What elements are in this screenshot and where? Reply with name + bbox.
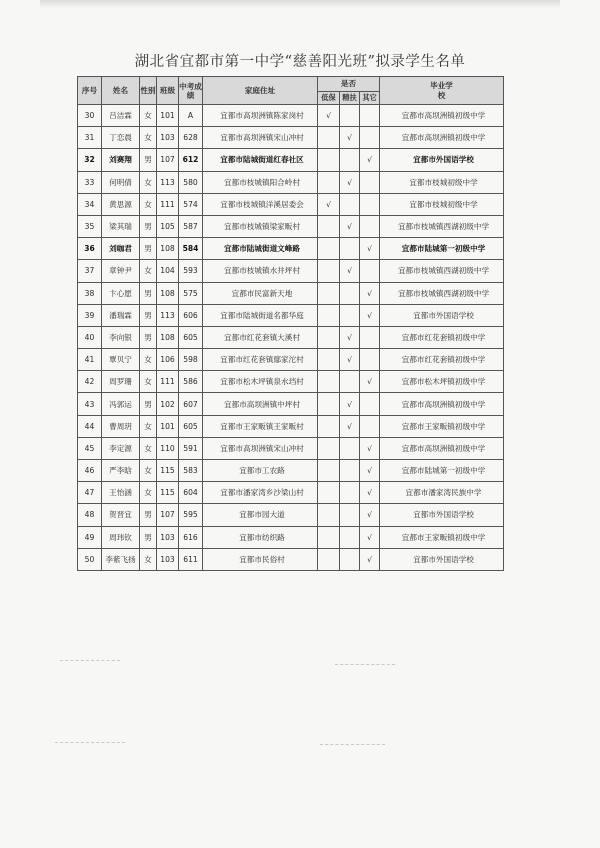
cell-class: 101 [157,105,179,127]
cell-dibao-check [318,127,340,149]
cell-class: 107 [157,504,179,526]
cell-name: 丁恋晨 [102,127,140,149]
cell-address: 宜都市民富新天地 [203,282,318,304]
cell-school: 宜都市外国语学校 [380,304,504,326]
cell-other-check: √ [360,504,380,526]
table-header [78,77,504,105]
cell-dibao-check [318,304,340,326]
table-row [78,127,504,149]
cell-class: 108 [157,326,179,348]
scan-artifact-line [60,660,120,661]
cell-address: 宜都市王家畈镇王家畈村 [203,415,318,437]
cell-score: A [179,105,203,127]
cell-jingfu-check [340,526,360,548]
cell-jingfu-check [340,504,360,526]
cell-score: 574 [179,193,203,215]
table-row [78,504,504,526]
cell-address: 宜都市松木坪镇泉水垱村 [203,371,318,393]
cell-address: 宜都市枝城镇梁家畈村 [203,215,318,237]
cell-seq: 50 [78,548,102,570]
header-name: 姓名 [102,77,140,105]
cell-gender: 男 [140,238,157,260]
cell-class: 110 [157,437,179,459]
cell-other-check: √ [360,371,380,393]
cell-seq: 36 [78,238,102,260]
table-row [78,215,504,237]
cell-class: 113 [157,304,179,326]
cell-other-check: √ [360,460,380,482]
cell-other-check: √ [360,282,380,304]
cell-class: 115 [157,482,179,504]
cell-dibao-check [318,415,340,437]
cell-gender: 女 [140,371,157,393]
cell-address: 宜都市高坝洲镇宋山冲村 [203,437,318,459]
cell-school: 宜都市枝城镇西湖初级中学 [380,260,504,282]
cell-class: 111 [157,371,179,393]
cell-jingfu-check [340,437,360,459]
cell-score: 591 [179,437,203,459]
cell-score: 616 [179,526,203,548]
cell-gender: 女 [140,127,157,149]
cell-name: 吕洁霖 [102,105,140,127]
cell-jingfu-check [340,238,360,260]
cell-name: 李定源 [102,437,140,459]
cell-seq: 41 [78,349,102,371]
cell-gender: 男 [140,393,157,415]
cell-dibao-check [318,548,340,570]
cell-school: 宜都市高坝洲镇初级中学 [380,437,504,459]
cell-seq: 38 [78,282,102,304]
cell-dibao-check [318,238,340,260]
cell-dibao-check: √ [318,193,340,215]
cell-school: 宜都市陆城第一初级中学 [380,460,504,482]
cell-name: 卞心愿 [102,282,140,304]
cell-jingfu-check: √ [340,260,360,282]
cell-score: 584 [179,238,203,260]
header-school-text: 毕业学校 [430,80,453,100]
cell-address: 宜都市潘家湾乡沙梁山村 [203,482,318,504]
cell-dibao-check [318,282,340,304]
cell-seq: 35 [78,215,102,237]
cell-address: 宜都市枝城镇洋溪居委会 [203,193,318,215]
cell-class: 111 [157,193,179,215]
cell-name: 曹周玥 [102,415,140,437]
cell-gender: 男 [140,149,157,171]
cell-name: 梁其瑞 [102,215,140,237]
cell-class: 103 [157,526,179,548]
cell-address: 宜都市枝城镇水井坪村 [203,260,318,282]
table-row [78,149,504,171]
cell-school: 宜都市高坝洲镇初级中学 [380,393,504,415]
cell-name: 黄思源 [102,193,140,215]
cell-gender: 男 [140,304,157,326]
cell-score: 611 [179,548,203,570]
cell-class: 104 [157,260,179,282]
header-score-text: 中考成绩 [179,81,202,100]
cell-name: 王怡涵 [102,482,140,504]
table-row [78,171,504,193]
cell-other-check [360,415,380,437]
cell-score: 607 [179,393,203,415]
cell-dibao-check [318,215,340,237]
cell-class: 108 [157,238,179,260]
cell-school: 宜都市陆城第一初级中学 [380,238,504,260]
cell-other-check: √ [360,149,380,171]
cell-seq: 39 [78,304,102,326]
cell-dibao-check [318,171,340,193]
cell-class: 105 [157,215,179,237]
cell-class: 113 [157,171,179,193]
cell-other-check [360,193,380,215]
scan-artifact-line [335,664,395,665]
cell-score: 575 [179,282,203,304]
table-row [78,548,504,570]
cell-score: 606 [179,304,203,326]
cell-gender: 女 [140,260,157,282]
cell-seq: 32 [78,149,102,171]
cell-name: 潘瑞霖 [102,304,140,326]
cell-address: 宜都市工农路 [203,460,318,482]
cell-address: 宜都市园大道 [203,504,318,526]
table-row [78,105,504,127]
cell-gender: 女 [140,193,157,215]
cell-school: 宜都市红花套镇初级中学 [380,349,504,371]
cell-gender: 女 [140,171,157,193]
cell-seq: 30 [78,105,102,127]
cell-gender: 男 [140,326,157,348]
cell-dibao-check: √ [318,105,340,127]
cell-gender: 女 [140,437,157,459]
cell-jingfu-check [340,371,360,393]
cell-gender: 女 [140,105,157,127]
cell-school: 宜都市松木坪镇初级中学 [380,371,504,393]
scan-edge-shadow [40,0,560,8]
table-row [78,260,504,282]
cell-address: 宜都市高坝洲镇中坪村 [203,393,318,415]
table-row [78,460,504,482]
cell-score: 583 [179,460,203,482]
cell-class: 103 [157,127,179,149]
cell-other-check: √ [360,238,380,260]
cell-seq: 46 [78,460,102,482]
header-status-group: 是否 [318,77,380,92]
cell-dibao-check [318,504,340,526]
cell-name: 严李晗 [102,460,140,482]
student-roster-table [77,76,504,571]
cell-gender: 女 [140,415,157,437]
cell-school: 宜都市外国语学校 [380,548,504,570]
cell-address: 宜都市高坝洲镇陈家岗村 [203,105,318,127]
cell-jingfu-check [340,482,360,504]
cell-class: 106 [157,349,179,371]
cell-other-check: √ [360,526,380,548]
cell-name: 冯郭运 [102,393,140,415]
cell-score: 598 [179,349,203,371]
cell-dibao-check [318,460,340,482]
header-address: 家庭住址 [203,77,318,105]
header-school [380,77,504,105]
table-row [78,349,504,371]
cell-class: 102 [157,393,179,415]
cell-jingfu-check: √ [340,215,360,237]
table-row [78,282,504,304]
table-row [78,193,504,215]
scan-artifact-line [320,744,385,745]
table-row [78,393,504,415]
cell-other-check: √ [360,437,380,459]
header-gender: 性别 [140,77,157,105]
cell-other-check: √ [360,482,380,504]
cell-other-check [360,171,380,193]
cell-dibao-check [318,526,340,548]
cell-address: 宜都市高坝洲镇宋山冲村 [203,127,318,149]
header-dibao: 低保 [318,92,340,105]
cell-gender: 男 [140,215,157,237]
cell-class: 115 [157,460,179,482]
cell-address: 宜都市红花套镇大溪村 [203,326,318,348]
cell-seq: 43 [78,393,102,415]
cell-other-check [360,326,380,348]
scan-artifact-line [55,742,125,743]
cell-name: 覃贝宁 [102,349,140,371]
cell-name: 李紫飞扬 [102,548,140,570]
cell-jingfu-check: √ [340,349,360,371]
cell-school: 宜都市王家畈镇初级中学 [380,526,504,548]
cell-jingfu-check [340,548,360,570]
cell-address: 宜都市陆城街道名都华庭 [203,304,318,326]
cell-name: 刘赛翔 [102,149,140,171]
cell-jingfu-check: √ [340,171,360,193]
cell-score: 604 [179,482,203,504]
table-row [78,437,504,459]
cell-seq: 48 [78,504,102,526]
cell-gender: 男 [140,526,157,548]
table-row [78,415,504,437]
cell-score: 587 [179,215,203,237]
cell-gender: 男 [140,282,157,304]
table-row [78,238,504,260]
cell-class: 103 [157,548,179,570]
cell-school: 宜都市红花套镇初级中学 [380,326,504,348]
cell-score: 586 [179,371,203,393]
cell-score: 628 [179,127,203,149]
table-row [78,526,504,548]
cell-jingfu-check [340,149,360,171]
cell-jingfu-check [340,282,360,304]
cell-seq: 34 [78,193,102,215]
cell-address: 宜都市枝城镇阳合岭村 [203,171,318,193]
cell-school: 宜都市潘家湾民族中学 [380,482,504,504]
cell-address: 宜都市红花套镇鄢家沱村 [203,349,318,371]
cell-other-check [360,260,380,282]
cell-name: 周玮钦 [102,526,140,548]
cell-name: 贺晋宜 [102,504,140,526]
cell-other-check: √ [360,304,380,326]
cell-seq: 42 [78,371,102,393]
cell-school: 宜都市枝城初级中学 [380,171,504,193]
cell-jingfu-check: √ [340,415,360,437]
cell-name: 章钟尹 [102,260,140,282]
table-row [78,371,504,393]
cell-other-check [360,215,380,237]
cell-dibao-check [318,393,340,415]
cell-score: 605 [179,415,203,437]
cell-jingfu-check [340,105,360,127]
cell-gender: 女 [140,482,157,504]
table-row [78,304,504,326]
cell-address: 宜都市民俗村 [203,548,318,570]
cell-other-check [360,127,380,149]
cell-gender: 女 [140,548,157,570]
cell-jingfu-check: √ [340,326,360,348]
cell-other-check: √ [360,548,380,570]
cell-address: 宜都市陆城街道红春社区 [203,149,318,171]
cell-score: 595 [179,504,203,526]
cell-seq: 33 [78,171,102,193]
document-title: 湖北省宜都市第一中学“慈善阳光班”拟录学生名单 [134,54,466,70]
table-row [78,482,504,504]
cell-gender: 女 [140,460,157,482]
cell-jingfu-check [340,460,360,482]
cell-school: 宜都市王家畈镇初级中学 [380,415,504,437]
cell-seq: 47 [78,482,102,504]
cell-address: 宜都市纺织路 [203,526,318,548]
header-class: 班级 [157,77,179,105]
header-other: 其它 [360,92,380,105]
cell-address: 宜都市陆城街道文峰路 [203,238,318,260]
cell-gender: 男 [140,504,157,526]
cell-dibao-check [318,260,340,282]
cell-class: 101 [157,415,179,437]
cell-jingfu-check: √ [340,127,360,149]
cell-dibao-check [318,437,340,459]
cell-score: 580 [179,171,203,193]
cell-other-check [360,349,380,371]
table-row [78,326,504,348]
cell-score: 612 [179,149,203,171]
cell-jingfu-check [340,193,360,215]
cell-jingfu-check [340,304,360,326]
cell-seq: 31 [78,127,102,149]
cell-other-check [360,105,380,127]
cell-dibao-check [318,371,340,393]
cell-name: 李向银 [102,326,140,348]
cell-school: 宜都市外国语学校 [380,149,504,171]
cell-school: 宜都市高坝洲镇初级中学 [380,105,504,127]
cell-school: 宜都市枝城镇西湖初级中学 [380,282,504,304]
cell-dibao-check [318,482,340,504]
table-body [78,105,504,571]
cell-school: 宜都市枝城镇西湖初级中学 [380,215,504,237]
cell-seq: 45 [78,437,102,459]
cell-name: 刘咖君 [102,238,140,260]
cell-jingfu-check: √ [340,393,360,415]
cell-class: 107 [157,149,179,171]
header-score [179,77,203,105]
cell-name: 何明倩 [102,171,140,193]
cell-name: 周罗珊 [102,371,140,393]
cell-seq: 40 [78,326,102,348]
cell-dibao-check [318,149,340,171]
cell-dibao-check [318,326,340,348]
cell-school: 宜都市高坝洲镇初级中学 [380,127,504,149]
cell-school: 宜都市外国语学校 [380,504,504,526]
cell-score: 593 [179,260,203,282]
header-jingfu: 精扶 [340,92,360,105]
cell-seq: 44 [78,415,102,437]
header-seq: 序号 [78,77,102,105]
cell-other-check [360,393,380,415]
cell-school: 宜都市枝城初级中学 [380,193,504,215]
cell-dibao-check [318,349,340,371]
cell-gender: 女 [140,349,157,371]
cell-class: 108 [157,282,179,304]
cell-seq: 49 [78,526,102,548]
cell-seq: 37 [78,260,102,282]
cell-score: 605 [179,326,203,348]
